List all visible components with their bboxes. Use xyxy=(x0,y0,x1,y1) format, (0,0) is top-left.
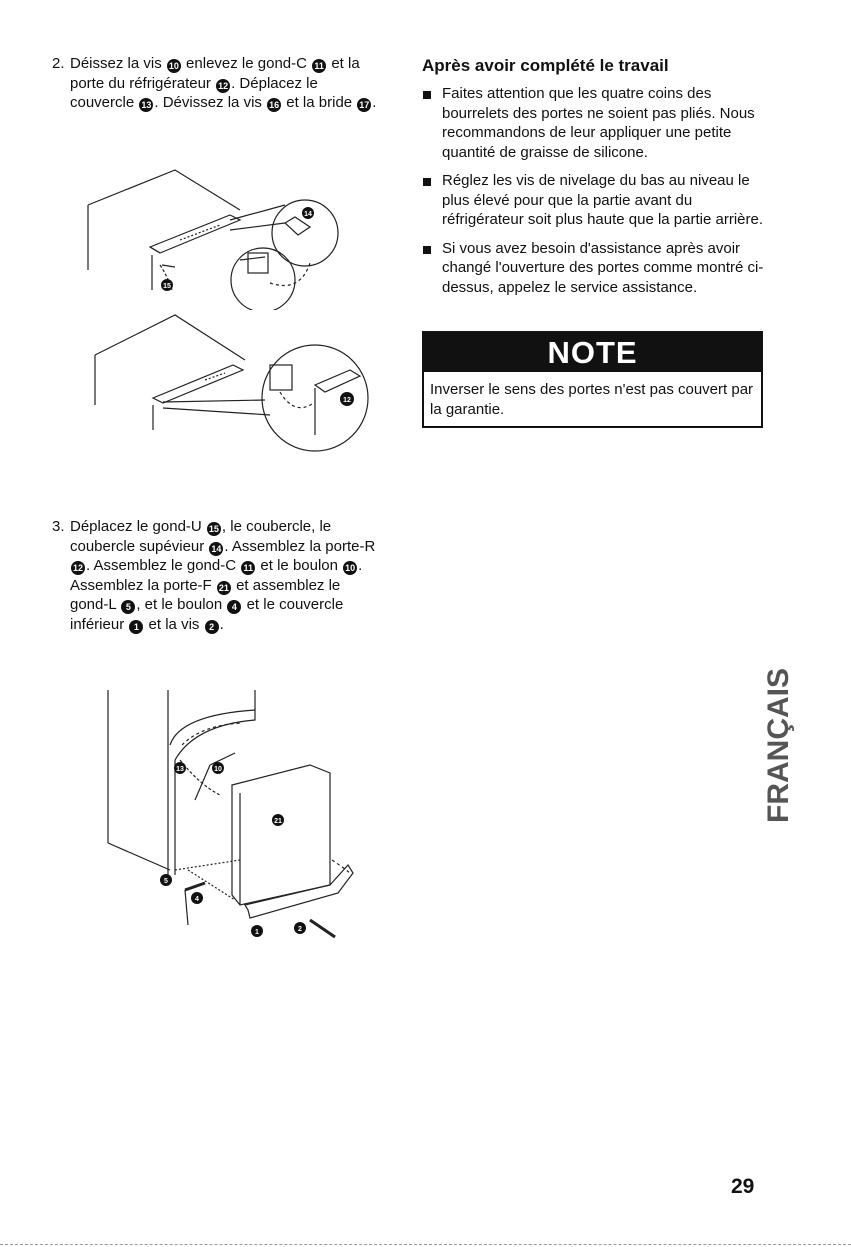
callout-13 xyxy=(174,762,186,774)
svg-text:21: 21 xyxy=(274,818,282,825)
step-number: 3. xyxy=(52,518,65,535)
part-badge: 14 xyxy=(211,543,222,554)
part-badge: 15 xyxy=(208,524,219,534)
note-title: NOTE xyxy=(424,333,761,372)
part-badge: 17 xyxy=(359,100,370,110)
list-item: Faites attention que les quatre coins des bourrelets des portes ne soient pas pliés. Nous recommandons de leur appliquer une petite quantité de graisse de silicone. xyxy=(422,84,767,162)
list-item: Si vous avez besoin d'assistance après avoir changé l'ouverture des portes comme montré ci-dessus, appelez le service assistance. xyxy=(422,239,767,298)
callout-10 xyxy=(212,762,224,774)
figure-reverse-hinge xyxy=(85,310,375,470)
part-badge: 13 xyxy=(141,100,152,110)
callout-14 xyxy=(302,207,314,219)
svg-text:4: 4 xyxy=(195,896,199,903)
callout-5 xyxy=(160,874,172,886)
callout-21 xyxy=(272,814,284,826)
language-side-tab: FRANÇAIS xyxy=(762,668,795,823)
part-badge: 12 xyxy=(218,80,229,91)
after-work-heading: Après avoir complété le travail xyxy=(422,56,669,75)
svg-text:15: 15 xyxy=(163,283,171,290)
list-item: Réglez les vis de nivelage du bas au niveau le plus élevé pour que la partie avant du réfrigérateur soit plus haute que la partie arrière. xyxy=(422,171,767,230)
callout-1 xyxy=(251,925,263,937)
part-badge: 2 xyxy=(205,620,219,634)
callout-15 xyxy=(161,279,173,291)
step-2-text: Déissez la vis 10 enlevez le gond-C 11 et la porte du réfrigérateur 12 . Déplacez le couvercle 13 . Dévissez la vis 16 et la bride 17 . xyxy=(70,55,377,111)
note-text: Inverser le sens des portes n'est pas couvert par la garantie. xyxy=(430,381,754,418)
svg-text:10: 10 xyxy=(214,766,222,773)
part-badge: 21 xyxy=(218,582,229,593)
bullet-square-icon xyxy=(423,178,431,186)
svg-text:1: 1 xyxy=(255,929,259,936)
bottom-divider xyxy=(0,1244,851,1245)
part-badge: 12 xyxy=(72,563,83,573)
svg-text:12: 12 xyxy=(343,397,351,404)
figure-remove-hinge xyxy=(80,165,350,310)
callout-2 xyxy=(294,922,306,934)
after-work-list xyxy=(422,84,767,306)
part-badge: 10 xyxy=(345,563,356,573)
step-2 xyxy=(52,54,382,113)
part-badge: 1 xyxy=(129,620,143,634)
bullet-square-icon xyxy=(423,91,431,99)
bullet-square-icon xyxy=(423,246,431,254)
page-number: 29 xyxy=(731,1175,755,1198)
step-number: 2. xyxy=(52,55,65,72)
part-badge: 11 xyxy=(241,561,255,575)
svg-text:14: 14 xyxy=(304,211,312,218)
note-box xyxy=(422,331,763,428)
part-badge: 4 xyxy=(227,600,241,614)
svg-text:5: 5 xyxy=(164,878,168,885)
figure-assemble-door xyxy=(100,685,360,960)
part-badge: 16 xyxy=(269,100,280,110)
callout-4 xyxy=(191,892,203,904)
part-badge: 10 xyxy=(168,61,179,71)
svg-text:2: 2 xyxy=(298,926,302,933)
svg-text:13: 13 xyxy=(176,766,184,773)
part-badge: 11 xyxy=(312,59,326,73)
step-3 xyxy=(52,517,382,634)
step-3-text: Déplacez le gond-U 15 , le coubercle, le coubercle supévieur 14 . Assemblez la porte-R 12 . Assemblez le gond-C 11 et le boulon 10 . Assemblez la porte-F 21 et assemblez le gond-L 5 , et le boulon 4 et le couvercle inférieur 1 et la vis 2 . xyxy=(70,518,376,633)
part-badge: 5 xyxy=(121,600,135,614)
callout-12 xyxy=(340,392,354,406)
